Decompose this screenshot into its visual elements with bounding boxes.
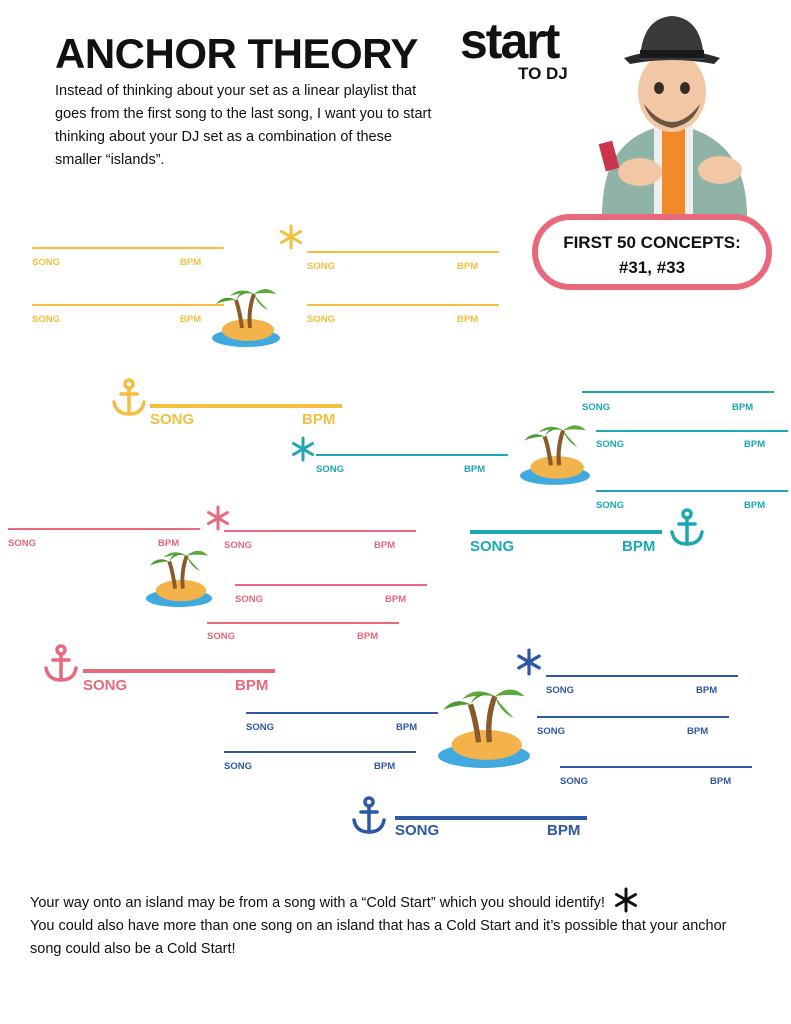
song-label: SONG (582, 402, 610, 413)
song-label: SONG (307, 261, 335, 272)
concepts-line-1: FIRST 50 CONCEPTS: (563, 233, 741, 252)
page-title: ANCHOR THEORY (55, 30, 418, 77)
song-label: SONG (316, 464, 344, 475)
bpm-label: BPM (396, 722, 418, 733)
yellow-island-icon (210, 282, 282, 350)
bpm-label: BPM (744, 439, 766, 450)
anchor-bpm-label: BPM (302, 411, 336, 428)
bpm-label: BPM (180, 314, 202, 325)
song-label: SONG (560, 776, 588, 787)
song-label: SONG (224, 761, 252, 772)
teal-anchor-icon (668, 508, 706, 548)
teal-island-icon (516, 418, 594, 488)
pink-snowflake-icon (205, 505, 231, 531)
song-label: SONG (207, 631, 235, 642)
bpm-label: BPM (732, 402, 754, 413)
bpm-label: BPM (158, 538, 180, 549)
bpm-label: BPM (696, 685, 718, 696)
anchor-bpm-label: BPM (235, 677, 269, 694)
footer-paragraph (30, 887, 750, 961)
blue-anchor-icon (350, 796, 388, 836)
song-label: SONG (546, 685, 574, 696)
pink-anchor-icon (42, 644, 80, 684)
song-label: SONG (307, 314, 335, 325)
anchor-song-label: SONG (150, 411, 195, 428)
blue-snowflake-icon (515, 648, 543, 676)
song-label: SONG (224, 540, 252, 551)
bpm-label: BPM (374, 761, 396, 772)
bpm-label: BPM (710, 776, 732, 787)
logo-sub-text: TO DJ (518, 64, 568, 83)
teal-snowflake-icon (290, 436, 316, 462)
bpm-label: BPM (374, 540, 396, 551)
bpm-label: BPM (744, 500, 766, 511)
logo-main-text: start (460, 13, 559, 69)
song-label: SONG (537, 726, 565, 737)
bpm-label: BPM (385, 594, 407, 605)
bpm-label: BPM (357, 631, 379, 642)
anchor-bpm-label: BPM (547, 822, 581, 839)
song-label: SONG (8, 538, 36, 549)
bpm-label: BPM (687, 726, 709, 737)
yellow-anchor-icon (110, 378, 148, 418)
footer-line-2: You could also have more than one song on an island that has a Cold Start and it’s possible that your anchor song could also be a Cold Start! (30, 918, 727, 957)
anchor-song-label: SONG (83, 677, 128, 694)
concepts-line-2: #31, #33 (618, 258, 686, 277)
song-label: SONG (596, 500, 624, 511)
yellow-snowflake-icon (278, 224, 304, 250)
song-label: SONG (32, 257, 60, 268)
intro-paragraph: Instead of thinking about your set as a linear playlist that goes from the first song to the last song, I want you to start thinking about your DJ set as a combination of these smaller “islands”. (55, 83, 432, 168)
dj-avatar-illustration (582, 12, 762, 217)
bpm-label: BPM (457, 261, 479, 272)
cold-start-snowflake-icon (613, 887, 639, 913)
footer-line-1: Your way onto an island may be from a song with a “Cold Start” which you should identify! (30, 895, 605, 911)
anchor-song-label: SONG (470, 538, 515, 555)
anchor-song-label: SONG (395, 822, 440, 839)
concepts-badge (532, 214, 772, 290)
song-label: SONG (235, 594, 263, 605)
song-label: SONG (32, 314, 60, 325)
bpm-label: BPM (457, 314, 479, 325)
pink-island-icon (136, 544, 222, 610)
blue-island-icon (428, 680, 540, 772)
song-label: SONG (246, 722, 274, 733)
bpm-label: BPM (464, 464, 486, 475)
song-label: SONG (596, 439, 624, 450)
anchor-bpm-label: BPM (622, 538, 656, 555)
bpm-label: BPM (180, 257, 202, 268)
